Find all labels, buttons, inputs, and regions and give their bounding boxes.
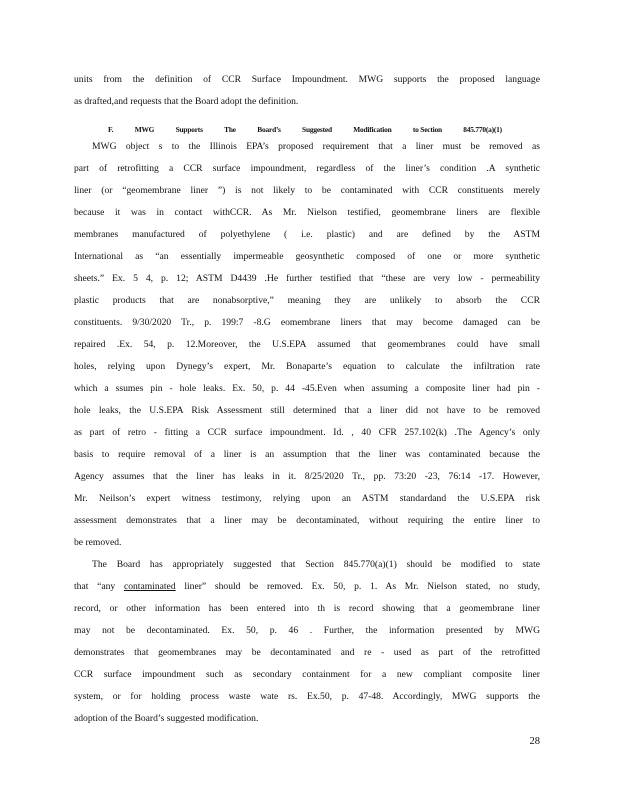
text-line: as drafted,and requests that the Board adopt the definition.	[74, 96, 299, 107]
text-line: because it was in contact withCCR. As Mr. Nielson testified, geomembrane liners are flexible	[74, 207, 540, 218]
text-line: record, or other information has been entered into th is record showing that a geomembrane liner	[74, 603, 540, 614]
heading-word: 845.770(a)(1)	[463, 125, 502, 134]
heading-word: Supports	[175, 125, 203, 134]
text-line: basis to require removal of a liner is an assumption that the liner was contaminated because the	[74, 449, 540, 460]
heading-letter: F.	[108, 125, 114, 134]
text-line: assessment demonstrates that a liner may be decontaminated, without requiring the entire liner to	[74, 515, 540, 526]
heading-word: Board’s	[257, 125, 281, 134]
text-line: system, or for holding process waste wate rs. Ex.50, p. 47-48. Accordingly, MWG supports the	[74, 691, 540, 702]
heading-word: MWG	[134, 125, 155, 134]
text-line: may not be decontaminated. Ex. 50, p. 46 . Further, the information presented by MWG	[74, 625, 540, 636]
heading-word: to Section	[412, 125, 442, 134]
underlined-phrase: contaminated	[123, 581, 176, 592]
text-line: as part of retro - fitting a CCR surface impoundment. Id. , 40 CFR 257.102(k) .The Agency’s only	[74, 427, 540, 438]
heading-word: Modification	[353, 125, 392, 134]
text-line: that “any contaminated liner” should be removed. Ex. 50, p. 1. As Mr. Nielson stated, no study,	[74, 581, 541, 592]
text-line: adoption of the Board’s suggested modification.	[74, 713, 259, 724]
text-line: Agency assumes that the liner has leaks in it. 8/25/2020 Tr., pp. 73:20 -23, 76:14 -17. However,	[74, 471, 540, 482]
text-line: liner (or “geomembrane liner ”) is not likely to be contaminated with CCR constituents merely	[74, 185, 540, 196]
text-line: part of retrofitting a CCR surface impoundment, regardless of the liner’s condition .A synthetic	[74, 163, 540, 174]
heading-word: The	[224, 125, 236, 134]
text-line: be removed.	[74, 537, 122, 548]
text-line: holes, relying upon Dynegy’s expert, Mr. Bonaparte’s equation to calculate the infiltration rate	[74, 361, 540, 372]
heading-word: Suggested	[302, 125, 332, 134]
text-line: sheets.” Ex. 5 4, p. 12; ASTM D4439 .He further testified that “these are very low - permeability	[74, 273, 540, 284]
text-line: membranes manufactured of polyethylene ( i.e. plastic) and are defined by the ASTM	[74, 229, 540, 240]
text-line: hole leaks, the U.S.EPA Risk Assessment still determined that a liner did not have to be removed	[74, 405, 540, 416]
text-line: CCR surface impoundment such as secondary containment for a new compliant composite liner	[74, 669, 540, 680]
section-heading	[108, 124, 502, 136]
text-line: demonstrates that geomembranes may be decontaminated and re - used as part of the retrofitted	[74, 647, 540, 658]
text-line: Mr. Neilson’s expert witness testimony, relying upon an ASTM standardand the U.S.EPA risk	[74, 493, 540, 504]
page-number: 28	[529, 736, 540, 747]
text-line: plastic products that are nonabsorptive,” meaning they are unlikely to absorb the CCR	[74, 295, 540, 306]
text-line: International as “an essentially impermeable geosynthetic composed of one or more synthetic	[74, 251, 540, 262]
text-line: units from the definition of CCR Surface Impoundment. MWG supports the proposed language	[74, 74, 540, 85]
text-line: constituents. 9/30/2020 Tr., p. 199:7 -8.G eomembrane liners that may become damaged can be	[74, 317, 540, 328]
text-line: which a ssumes pin - hole leaks. Ex. 50, p. 44 -45.Even when assuming a composite liner had pin -	[74, 383, 540, 394]
text-line: repaired .Ex. 54, p. 12.Moreover, the U.S.EPA assumed that geomembranes could have small	[74, 339, 540, 350]
text-line: The Board has appropriately suggested that Section 845.770(a)(1) should be modified to state	[92, 559, 540, 570]
text-line: MWG object s to the Illinois EPA’s proposed requirement that a liner must be removed as	[92, 141, 540, 152]
